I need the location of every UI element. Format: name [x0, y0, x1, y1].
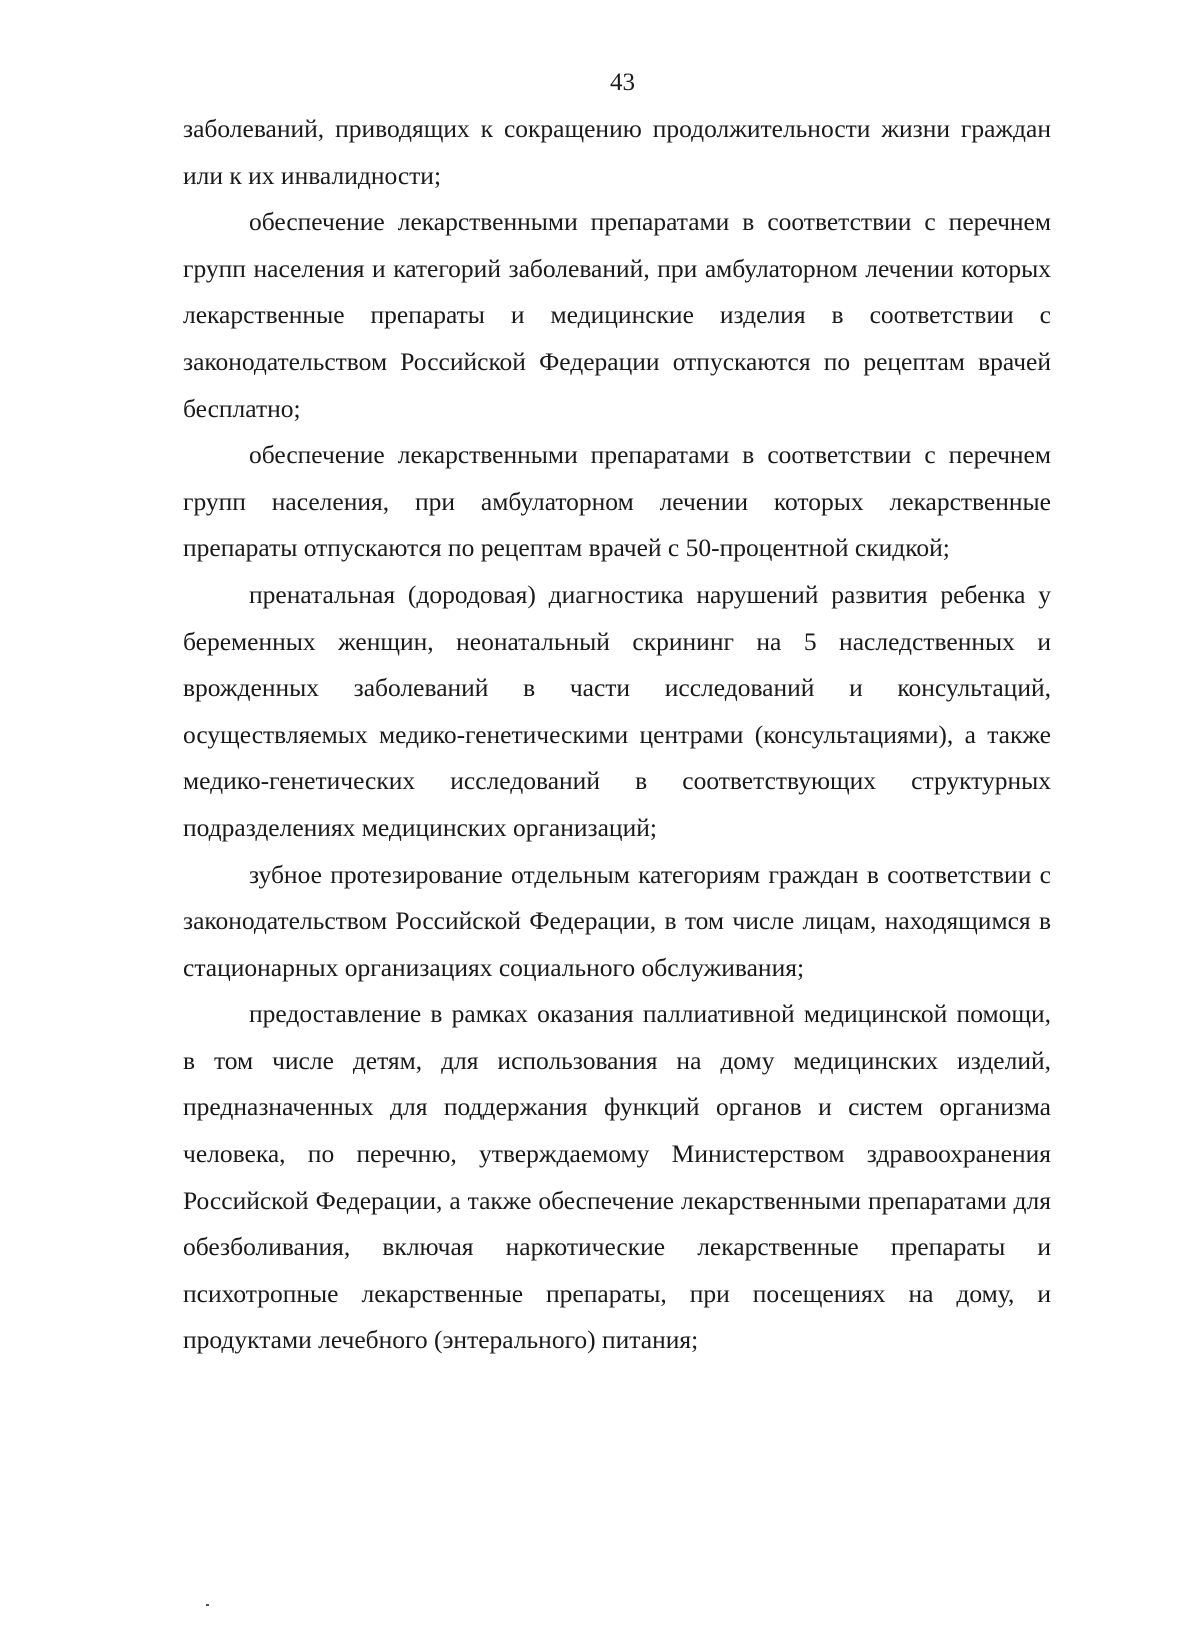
body-text [183, 106, 1051, 1364]
scan-speck [206, 1604, 209, 1606]
paragraph-1: заболеваний, приводящих к сокращению продолжительности жизни граждан или к их инвалидности; [183, 114, 1051, 190]
paragraph-4: пренатальная (дородовая) диагностика нарушений развития ребенка у беременных женщин, неонатальный скрининг на 5 наследственных и врожденных заболеваний в части исследований и консультаций, осуществляемых медико-генетическими центрами (консультациями), а также медико-генетических исследований в соответствующих структурных подразделениях медицинских организаций; [183, 579, 1051, 842]
paragraph-5: зубное протезирование отдельным категориям граждан в соответствии с законодательством Российской Федерации, в том числе лицам, находящимся в стационарных организациях социального обслуживания; [183, 859, 1051, 982]
paragraph-3: обеспечение лекарственными препаратами в соответствии с перечнем групп населения, при амбулаторном лечении которых лекарственные препараты отпускаются по рецептам врачей с 50-процентной скидкой; [183, 440, 1051, 563]
page-number: 43 [610, 69, 635, 96]
paragraph-6: предоставление в рамках оказания паллиативной медицинской помощи, в том числе детям, для использования на дому медицинских изделий, предназначенных для поддержания функций органов и систем организма человека, по перечню, утверждаемому Министерством здравоохранения Российской Федерации, а также обеспечение лекарственными препаратами для обезболивания, включая наркотические лекарственные препараты и психотропные лекарственные препараты, при посещениях на дому, и продуктами лечебного (энтерального) питания; [183, 999, 1051, 1355]
paragraph-2: обеспечение лекарственными препаратами в соответствии с перечнем групп населения и категорий заболеваний, при амбулаторном лечении которых лекарственные препараты и медицинские изделия в соответствии с законодательством Российской Федерации отпускаются по рецептам врачей бесплатно; [183, 207, 1051, 423]
